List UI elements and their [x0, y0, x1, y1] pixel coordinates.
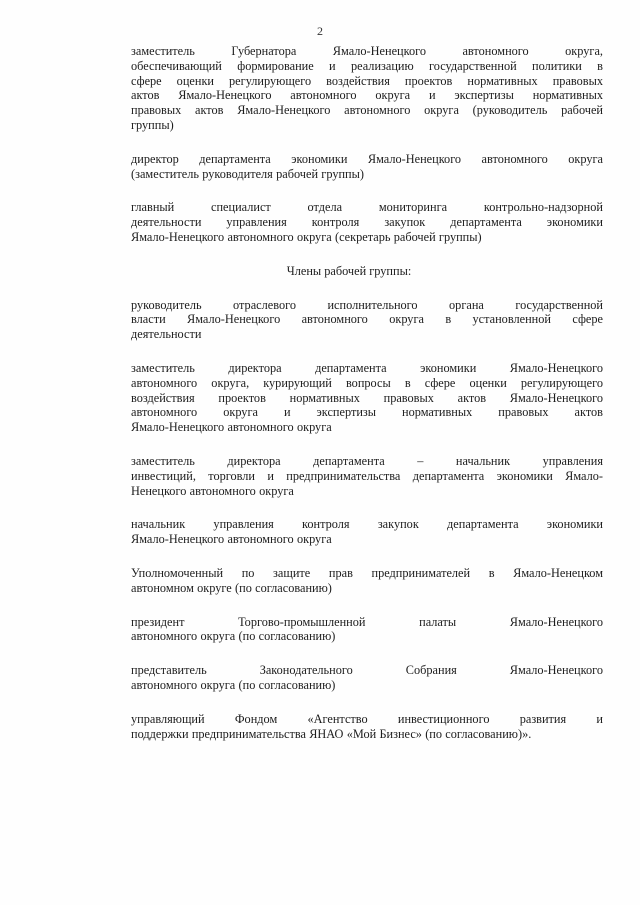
text-line: группы): [131, 117, 174, 132]
text-line: сфере оценки регулирующего воздействия проектов нормативных правовых: [131, 73, 603, 88]
text-line: Ямало-Ненецкого автономного округа: [131, 532, 332, 547]
text-line: автономного округа (по согласованию): [131, 629, 336, 644]
text-line: деятельности: [131, 327, 202, 342]
text-line: поддержки предпринимательства ЯНАО «Мой Бизнес» (по согласованию)».: [131, 726, 532, 741]
text-line: власти Ямало-Ненецкого автономного округа в установленной сфере: [131, 312, 603, 327]
working-group-leadership: [95, 44, 603, 245]
text-line: главный специалист отдела мониторинга контрольно-надзорной: [131, 200, 603, 215]
leadership-entry: [95, 152, 603, 182]
text-line: инвестиций, торговли и предпринимательства департамента экономики Ямало-: [131, 468, 603, 483]
member-entry: [95, 298, 603, 342]
text-line: Ямало-Ненецкого автономного округа: [131, 420, 332, 435]
text-line: заместитель Губернатора Ямало-Ненецкого автономного округа,: [131, 44, 603, 58]
working-group-members: [95, 298, 603, 742]
text-line: автономного округа и экспертизы нормативных правовых актов: [131, 405, 603, 420]
member-entry: [95, 517, 603, 547]
member-entry: [95, 615, 603, 645]
member-entry: [95, 712, 603, 742]
document-body: [95, 44, 603, 760]
text-line: автономного округа (по согласованию): [131, 677, 336, 692]
text-line: Ненецкого автономного округа: [131, 483, 294, 498]
text-line: Уполномоченный по защите прав предпринимателей в Ямало-Ненецком: [131, 565, 603, 580]
text-line: деятельности управления контроля закупок департамента экономики: [131, 215, 603, 230]
text-line: начальник управления контроля закупок департамента экономики: [131, 517, 603, 532]
leadership-entry: [95, 44, 603, 133]
text-line: актов Ямало-Ненецкого автономного округа и экспертизы нормативных: [131, 88, 603, 103]
text-line: правовых актов Ямало-Ненецкого автономного округа (руководитель рабочей: [131, 103, 603, 118]
member-entry: [95, 566, 603, 596]
text-line: руководитель отраслевого исполнительного органа государственной: [131, 297, 603, 312]
leadership-entry: [95, 200, 603, 244]
members-heading: Члены рабочей группы:: [286, 263, 412, 278]
text-line: директор департамента экономики Ямало-Ненецкого автономного округа: [131, 151, 603, 166]
text-line: обеспечивающий формирование и реализацию государственной политики в: [131, 58, 603, 73]
text-line: управляющий Фондом «Агентство инвестиционного развития и: [131, 711, 603, 726]
text-line: президент Торгово-промышленной палаты Ямало-Ненецкого: [131, 614, 603, 629]
member-entry: [95, 663, 603, 693]
text-line: Ямало-Ненецкого автономного округа (секретарь рабочей группы): [131, 229, 482, 244]
text-line: заместитель директора департамента экономики Ямало-Ненецкого: [131, 360, 603, 375]
member-entry: [95, 361, 603, 435]
text-line: автономном округе (по согласованию): [131, 580, 332, 595]
text-line: автономного округа, курирующий вопросы в сфере оценки регулирующего: [131, 375, 603, 390]
text-line: заместитель директора департамента – начальник управления: [131, 453, 603, 468]
member-entry: [95, 454, 603, 498]
text-line: (заместитель руководителя рабочей группы): [131, 166, 364, 181]
page-number: 2: [317, 24, 323, 38]
text-line: воздействия проектов нормативных правовых актов Ямало-Ненецкого: [131, 390, 603, 405]
text-line: представитель Законодательного Собрания Ямало-Ненецкого: [131, 663, 603, 678]
